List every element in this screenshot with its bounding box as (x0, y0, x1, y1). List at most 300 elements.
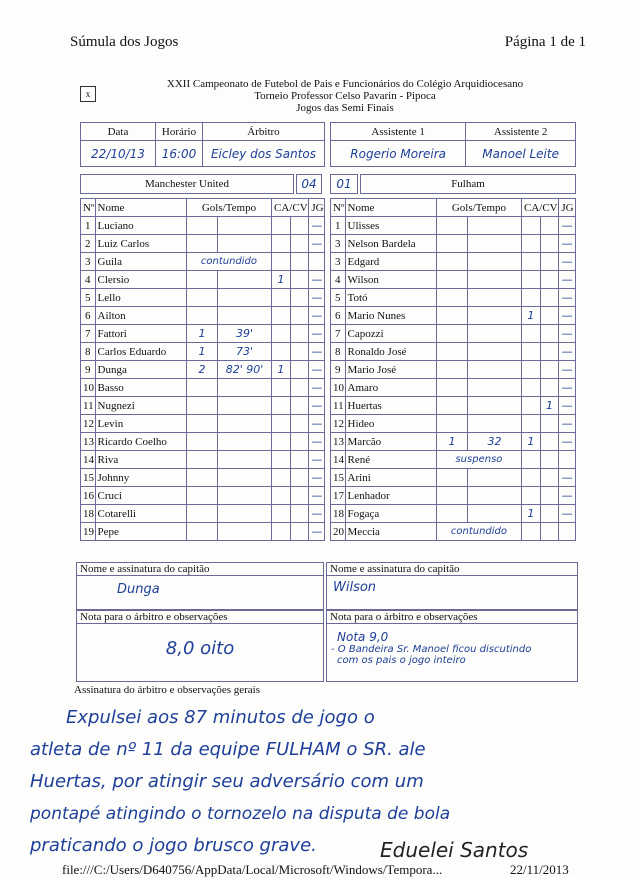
player-played: — (559, 343, 576, 361)
player-red-card (290, 523, 309, 541)
player-number: 3 (81, 253, 96, 271)
player-name: Guila (95, 253, 186, 271)
player-goal-time (468, 343, 522, 361)
player-yellow-card (272, 487, 291, 505)
date-header: Data (81, 123, 156, 141)
home-team-name: Manchester United (80, 174, 294, 194)
player-yellow-card (272, 379, 291, 397)
player-yellow-card (522, 343, 541, 361)
player-played: — (559, 217, 576, 235)
player-goals: 2 (186, 361, 217, 379)
player-row (331, 289, 576, 307)
player-goals (436, 505, 467, 523)
away-referee-note-box (326, 610, 578, 682)
player-played: — (559, 397, 576, 415)
player-goals (436, 397, 467, 415)
home-team-score: 04 (296, 174, 322, 194)
player-row (331, 325, 576, 343)
assistant2-header: Assistente 2 (466, 123, 576, 141)
player-goal-time (218, 487, 272, 505)
player-number: 5 (331, 289, 346, 307)
player-played: — (559, 271, 576, 289)
player-played: — (309, 235, 325, 253)
player-red-card (290, 253, 309, 271)
player-red-card (540, 343, 559, 361)
player-goals (436, 361, 467, 379)
player-name: Arini (345, 469, 436, 487)
player-played: — (559, 307, 576, 325)
player-number: 4 (331, 271, 346, 289)
player-name: Hideo (345, 415, 436, 433)
player-played: — (309, 361, 325, 379)
player-red-card (540, 415, 559, 433)
player-yellow-card (272, 289, 291, 307)
player-name: Basso (95, 379, 186, 397)
player-number: 6 (331, 307, 346, 325)
player-number: 3 (331, 253, 346, 271)
player-goal-time: 32 (468, 433, 522, 451)
player-red-card (290, 397, 309, 415)
player-played: — (559, 433, 576, 451)
home-captain-signature: Dunga (117, 582, 160, 597)
player-goal-time (468, 217, 522, 235)
observation-line: Huertas, por atingir seu adversário com um (30, 771, 424, 792)
player-played: — (309, 289, 325, 307)
player-red-card (540, 487, 559, 505)
player-number: 16 (81, 487, 96, 505)
player-row (331, 397, 576, 415)
referee-signature: Eduelei Santos (380, 838, 529, 862)
player-goals (436, 415, 467, 433)
player-row (331, 415, 576, 433)
player-row (81, 523, 325, 541)
player-yellow-card (522, 325, 541, 343)
player-row (81, 415, 325, 433)
player-goal-time (468, 415, 522, 433)
observation-line: praticando o jogo brusco grave. (30, 835, 317, 856)
player-goal-time (218, 307, 272, 325)
assistant1-header: Assistente 1 (331, 123, 466, 141)
player-played: — (309, 343, 325, 361)
player-name: Mario Nunes (345, 307, 436, 325)
away-team-name: Fulham (360, 174, 576, 194)
player-goals (436, 307, 467, 325)
player-red-card (290, 469, 309, 487)
player-goal-time: 39' (218, 325, 272, 343)
player-row (81, 325, 325, 343)
player-row (81, 289, 325, 307)
championship-heading (110, 78, 580, 114)
player-red-card (540, 433, 559, 451)
player-goal-time (218, 379, 272, 397)
player-goals (186, 487, 217, 505)
player-red-card (290, 433, 309, 451)
player-goals: suspenso (436, 451, 521, 469)
player-number: 8 (331, 343, 346, 361)
player-number: 7 (81, 325, 96, 343)
player-name: Levin (95, 415, 186, 433)
page-title: Súmula dos Jogos (70, 34, 179, 50)
player-red-card (290, 361, 309, 379)
date-value: 22/10/13 (81, 141, 156, 167)
player-red-card (540, 469, 559, 487)
player-red-card (540, 325, 559, 343)
player-goals (436, 325, 467, 343)
player-number: 19 (81, 523, 96, 541)
player-played: — (559, 235, 576, 253)
player-number: 1 (81, 217, 96, 235)
player-row (331, 505, 576, 523)
time-header: Horário (156, 123, 203, 141)
player-number: 14 (331, 451, 346, 469)
player-yellow-card (522, 289, 541, 307)
player-yellow-card (272, 415, 291, 433)
player-goal-time: 73' (218, 343, 272, 361)
page-number: Página 1 de 1 (504, 34, 586, 50)
col-cards: CA/CV (522, 199, 559, 217)
player-row (81, 379, 325, 397)
player-played: — (309, 397, 325, 415)
player-row (81, 433, 325, 451)
player-played: — (309, 451, 325, 469)
player-goals: 1 (186, 325, 217, 343)
player-goals: contundido (186, 253, 271, 271)
player-yellow-card (272, 451, 291, 469)
footer-path: file:///C:/Users/D640756/AppData/Local/Microsoft/Windows/Tempora... (62, 862, 443, 877)
player-red-card (290, 415, 309, 433)
player-row (331, 433, 576, 451)
player-played (559, 523, 576, 541)
player-row (331, 271, 576, 289)
observations-text (30, 702, 630, 862)
player-yellow-card (272, 397, 291, 415)
player-yellow-card (272, 253, 291, 271)
player-goal-time (468, 235, 522, 253)
player-goal-time (218, 271, 272, 289)
player-number: 2 (81, 235, 96, 253)
player-yellow-card (522, 235, 541, 253)
player-red-card (540, 307, 559, 325)
player-red-card (540, 235, 559, 253)
player-goal-time (468, 253, 522, 271)
player-row (81, 343, 325, 361)
player-name: Ricardo Coelho (95, 433, 186, 451)
referee-header: Árbitro (203, 123, 325, 141)
player-yellow-card (272, 343, 291, 361)
player-row (81, 307, 325, 325)
player-row (81, 505, 325, 523)
col-number: Nº (331, 199, 346, 217)
referee-note-label: Nota para o árbitro e observações (327, 611, 577, 624)
player-yellow-card: 1 (272, 361, 291, 379)
player-played: — (309, 217, 325, 235)
captain-label: Nome e assinatura do capitão (327, 563, 577, 576)
player-goals (186, 379, 217, 397)
player-number: 7 (331, 325, 346, 343)
player-goals (436, 235, 467, 253)
player-name: Meccia (345, 523, 436, 541)
player-number: 11 (81, 397, 96, 415)
player-name: Capozzi (345, 325, 436, 343)
player-goal-time (218, 397, 272, 415)
player-goals (186, 505, 217, 523)
player-name: Nugnezi (95, 397, 186, 415)
assistant1-value: Rogerio Moreira (331, 141, 466, 167)
player-number: 15 (81, 469, 96, 487)
player-yellow-card (522, 415, 541, 433)
player-yellow-card (522, 271, 541, 289)
player-played: — (559, 325, 576, 343)
player-row (331, 361, 576, 379)
player-row (331, 523, 576, 541)
player-row (81, 217, 325, 235)
player-number: 20 (331, 523, 346, 541)
player-goal-time (468, 379, 522, 397)
player-red-card (540, 379, 559, 397)
away-team-score: 01 (330, 174, 358, 194)
player-goal-time (218, 523, 272, 541)
player-goals (186, 307, 217, 325)
player-number: 13 (331, 433, 346, 451)
player-name: Nelson Bardela (345, 235, 436, 253)
col-name: Nome (345, 199, 436, 217)
player-red-card (540, 289, 559, 307)
player-name: Huertas (345, 397, 436, 415)
player-red-card (290, 343, 309, 361)
player-number: 14 (81, 451, 96, 469)
player-name: Mario José (345, 361, 436, 379)
player-goals: contundido (436, 523, 521, 541)
player-goals (186, 235, 217, 253)
player-number: 10 (331, 379, 346, 397)
player-red-card (290, 289, 309, 307)
player-yellow-card (522, 397, 541, 415)
player-name: Riva (95, 451, 186, 469)
player-row (81, 397, 325, 415)
player-red-card (290, 235, 309, 253)
player-red-card (290, 451, 309, 469)
player-name: Marcão (345, 433, 436, 451)
player-yellow-card: 1 (522, 505, 541, 523)
player-row (81, 487, 325, 505)
player-goals (436, 343, 467, 361)
player-name: Amaro (345, 379, 436, 397)
player-number: 9 (331, 361, 346, 379)
player-played (559, 451, 576, 469)
player-goals (436, 253, 467, 271)
player-played: — (309, 469, 325, 487)
assistants-table (330, 122, 576, 167)
player-name: Totó (345, 289, 436, 307)
player-played: — (309, 379, 325, 397)
player-goals: 1 (186, 343, 217, 361)
home-captain-box (76, 562, 324, 610)
player-number: 8 (81, 343, 96, 361)
observation-line: Expulsei aos 87 minutos de jogo o (66, 707, 375, 728)
player-goals (186, 433, 217, 451)
player-played: — (309, 505, 325, 523)
player-row (331, 253, 576, 271)
away-note-line: Nota 9,0 (337, 630, 389, 644)
player-yellow-card (272, 307, 291, 325)
player-number: 9 (81, 361, 96, 379)
player-goal-time (468, 505, 522, 523)
player-number: 18 (81, 505, 96, 523)
player-name: Ulisses (345, 217, 436, 235)
away-note-line: com os pais o jogo inteiro (337, 655, 466, 666)
championship-line: Torneio Professor Celso Pavarin - Pipoca (254, 90, 436, 102)
player-name: Cotarelli (95, 505, 186, 523)
player-yellow-card (272, 325, 291, 343)
player-played: — (309, 415, 325, 433)
player-yellow-card (272, 217, 291, 235)
player-name: Johnny (95, 469, 186, 487)
player-name: Fattori (95, 325, 186, 343)
player-name: Wilson (345, 271, 436, 289)
player-goals (186, 451, 217, 469)
player-played: — (559, 379, 576, 397)
player-goals: 1 (436, 433, 467, 451)
player-played: — (309, 271, 325, 289)
player-red-card (540, 523, 559, 541)
player-number: 12 (81, 415, 96, 433)
player-red-card: 1 (540, 397, 559, 415)
match-info-table (80, 122, 325, 167)
player-goals (436, 487, 467, 505)
player-name: Lello (95, 289, 186, 307)
player-red-card (540, 253, 559, 271)
player-played: — (309, 487, 325, 505)
player-red-card (540, 505, 559, 523)
player-yellow-card (522, 469, 541, 487)
player-goal-time (218, 469, 272, 487)
player-name: Carlos Eduardo (95, 343, 186, 361)
player-played: — (559, 505, 576, 523)
player-goal-time (468, 469, 522, 487)
player-number: 5 (81, 289, 96, 307)
player-goals (186, 217, 217, 235)
player-number: 17 (331, 487, 346, 505)
observation-line: pontapé atingindo o tornozelo na disputa de bola (30, 804, 451, 824)
player-number: 4 (81, 271, 96, 289)
player-number: 3 (331, 235, 346, 253)
player-goal-time (218, 433, 272, 451)
player-played: — (309, 325, 325, 343)
player-goal-time (468, 271, 522, 289)
player-red-card (540, 361, 559, 379)
player-yellow-card: 1 (272, 271, 291, 289)
time-value: 16:00 (156, 141, 203, 167)
col-played: JG (559, 199, 576, 217)
player-goals (186, 289, 217, 307)
observation-line: atleta de nº 11 da equipe FULHAM o SR. ale (30, 739, 426, 760)
col-played: JG (309, 199, 325, 217)
away-note-line: - O Bandeira Sr. Manoel ficou discutindo (331, 644, 532, 655)
player-row (81, 271, 325, 289)
player-yellow-card (522, 361, 541, 379)
player-name: Dunga (95, 361, 186, 379)
player-red-card (540, 451, 559, 469)
player-row (331, 217, 576, 235)
player-row (81, 253, 325, 271)
player-yellow-card (272, 433, 291, 451)
player-played: — (309, 307, 325, 325)
player-name: Fogaça (345, 505, 436, 523)
home-referee-note: 8,0 oito (165, 638, 235, 659)
player-goal-time: 82' 90' (218, 361, 272, 379)
player-goals (436, 379, 467, 397)
player-yellow-card (522, 523, 541, 541)
player-goals (436, 469, 467, 487)
col-number: Nº (81, 199, 96, 217)
player-goal-time (218, 217, 272, 235)
player-goals (436, 217, 467, 235)
player-goals (186, 397, 217, 415)
player-yellow-card (272, 235, 291, 253)
player-number: 12 (331, 415, 346, 433)
player-red-card (290, 217, 309, 235)
player-played: — (559, 469, 576, 487)
player-red-card (290, 379, 309, 397)
player-row (331, 235, 576, 253)
player-red-card (290, 271, 309, 289)
player-yellow-card: 1 (522, 307, 541, 325)
player-red-card (540, 271, 559, 289)
player-number: 11 (331, 397, 346, 415)
referee-value: Eicley dos Santos (203, 141, 325, 167)
player-goal-time (468, 487, 522, 505)
footer-date: 22/11/2013 (510, 862, 569, 877)
player-name: Cruci (95, 487, 186, 505)
player-red-card (290, 307, 309, 325)
player-number: 18 (331, 505, 346, 523)
player-number: 1 (331, 217, 346, 235)
player-red-card (290, 325, 309, 343)
player-goal-time (218, 289, 272, 307)
player-played: — (309, 433, 325, 451)
player-yellow-card: 1 (522, 433, 541, 451)
player-name: Luciano (95, 217, 186, 235)
away-players-table (330, 198, 576, 541)
player-played: — (309, 523, 325, 541)
referee-note-label: Nota para o árbitro e observações (77, 611, 323, 624)
player-played: — (559, 487, 576, 505)
player-red-card (540, 217, 559, 235)
player-row (331, 379, 576, 397)
player-row (331, 469, 576, 487)
player-red-card (290, 487, 309, 505)
player-goal-time (218, 451, 272, 469)
player-row (81, 235, 325, 253)
player-goal-time (468, 289, 522, 307)
player-goal-time (218, 505, 272, 523)
player-yellow-card (522, 253, 541, 271)
player-goal-time (218, 415, 272, 433)
checkbox[interactable]: x (80, 86, 96, 102)
player-name: Ronaldo José (345, 343, 436, 361)
home-referee-note-box (76, 610, 324, 682)
player-played: — (559, 361, 576, 379)
player-name: Luiz Carlos (95, 235, 186, 253)
player-yellow-card (522, 451, 541, 469)
player-goals (186, 271, 217, 289)
player-number: 15 (331, 469, 346, 487)
player-name: Ailton (95, 307, 186, 325)
player-number: 13 (81, 433, 96, 451)
player-yellow-card (522, 217, 541, 235)
col-name: Nome (95, 199, 186, 217)
player-goals (186, 415, 217, 433)
